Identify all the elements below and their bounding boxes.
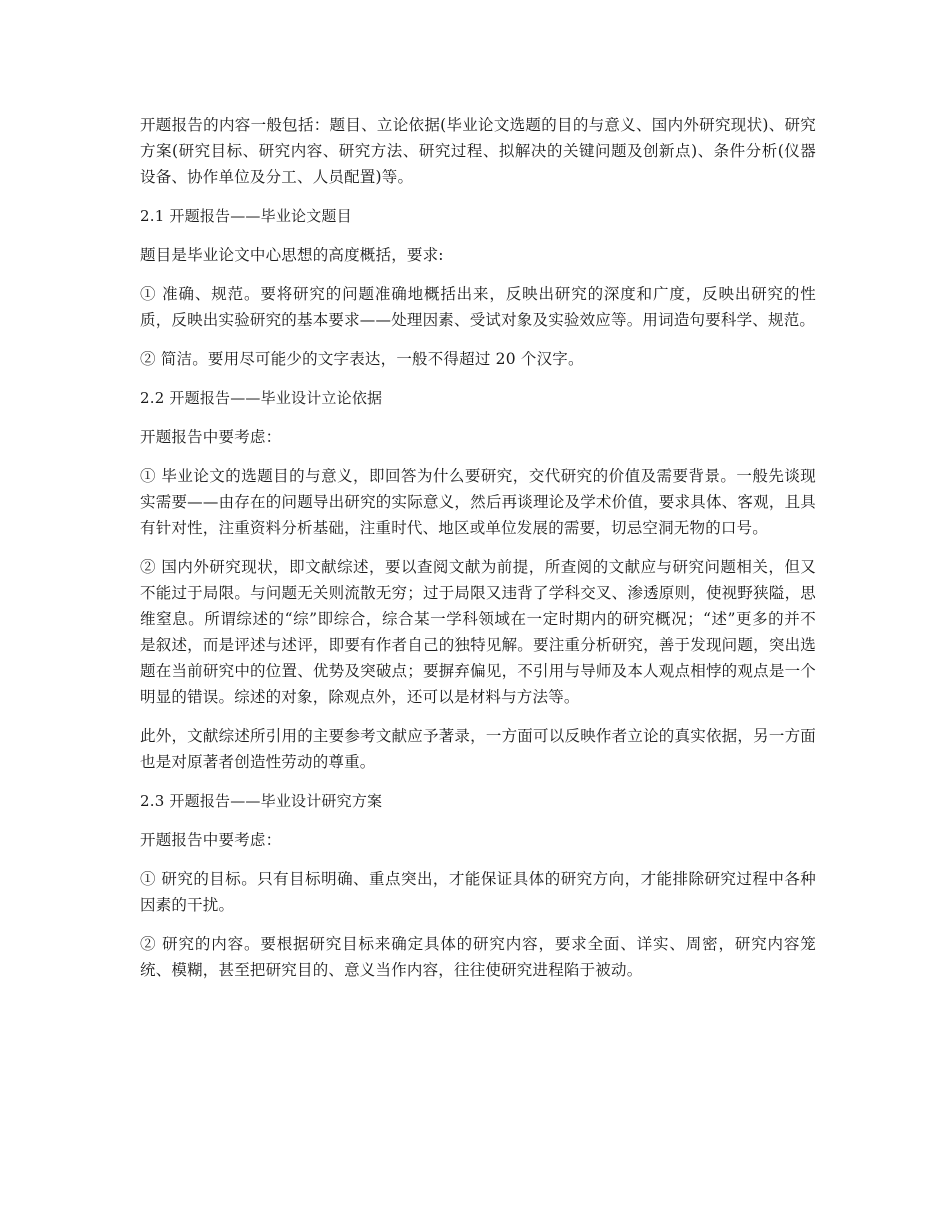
paragraph-research-goal: ① 研究的目标。只有目标明确、重点突出，才能保证具体的研究方向，才能排除研究过程中各种因素的干扰。 [140, 870, 816, 914]
paragraph-title-requirements: 题目是毕业论文中心思想的高度概括，要求: [140, 246, 444, 264]
paragraph-references: 此外，文献综述所引用的主要参考文献应予著录，一方面可以反映作者立论的真实依据，另一方面也是对原著者创造性劳动的尊重。 [140, 727, 816, 771]
section-heading-2-2: 2.2 开题报告——毕业设计立论依据 [140, 389, 383, 407]
section-heading-2-3: 2.3 开题报告——毕业设计研究方案 [140, 792, 383, 810]
paragraph-considerations-1: 开题报告中要考虑： [140, 428, 282, 446]
paragraph-considerations-2: 开题报告中要考虑： [140, 831, 282, 849]
paragraph-accurate-standard: ① 准确、规范。要将研究的问题准确地概括出来，反映出研究的深度和广度，反映出研究的性质，反映出实验研究的基本要求——处理因素、受试对象及实验效应等。用词造句要科学、规范。 [140, 285, 816, 329]
intro-paragraph: 开题报告的内容一般包括：题目、立论依据(毕业论文选题的目的与意义、国内外研究现状)、研究方案(研究目标、研究内容、研究方法、研究过程、拟解决的关键问题及创新点)、条件分析(仪器设备、协作单位及分工、人员配置)等。 [140, 116, 816, 186]
section-heading-2-1: 2.1 开题报告——毕业论文题目 [140, 207, 352, 225]
paragraph-concise: ② 简洁。要用尽可能少的文字表达，一般不得超过 20 个汉字。 [140, 350, 584, 368]
document-body [140, 112, 816, 996]
paragraph-research-status: ② 国内外研究现状，即文献综述，要以查阅文献为前提，所查阅的文献应与研究问题相关，但又不能过于局限。与问题无关则流散无穷；过于局限又违背了学科交叉、渗透原则，使视野狭隘，思维窒息。所谓综述的“综”即综合，综合某一学科领域在一定时期内的研究概况；“述”更多的并不是叙述，而是评述与述评，即要有作者自己的独特见解。要注重分析研究，善于发现问题，突出选题在当前研究中的位置、优势及突破点；要摒弃偏见，不引用与导师及本人观点相悖的观点是一个明显的错误。综述的对象，除观点外，还可以是材料与方法等。 [140, 558, 816, 706]
paragraph-research-content: ② 研究的内容。要根据研究目标来确定具体的研究内容，要求全面、详实、周密，研究内容笼统、模糊，甚至把研究目的、意义当作内容，往往使研究进程陷于被动。 [140, 935, 816, 979]
paragraph-purpose-significance: ① 毕业论文的选题目的与意义，即回答为什么要研究，交代研究的价值及需要背景。一般先谈现实需要——由存在的问题导出研究的实际意义，然后再谈理论及学术价值，要求具体、客观，且具有针对性，注重资料分析基础，注重时代、地区或单位发展的需要，切忌空洞无物的口号。 [140, 467, 816, 537]
